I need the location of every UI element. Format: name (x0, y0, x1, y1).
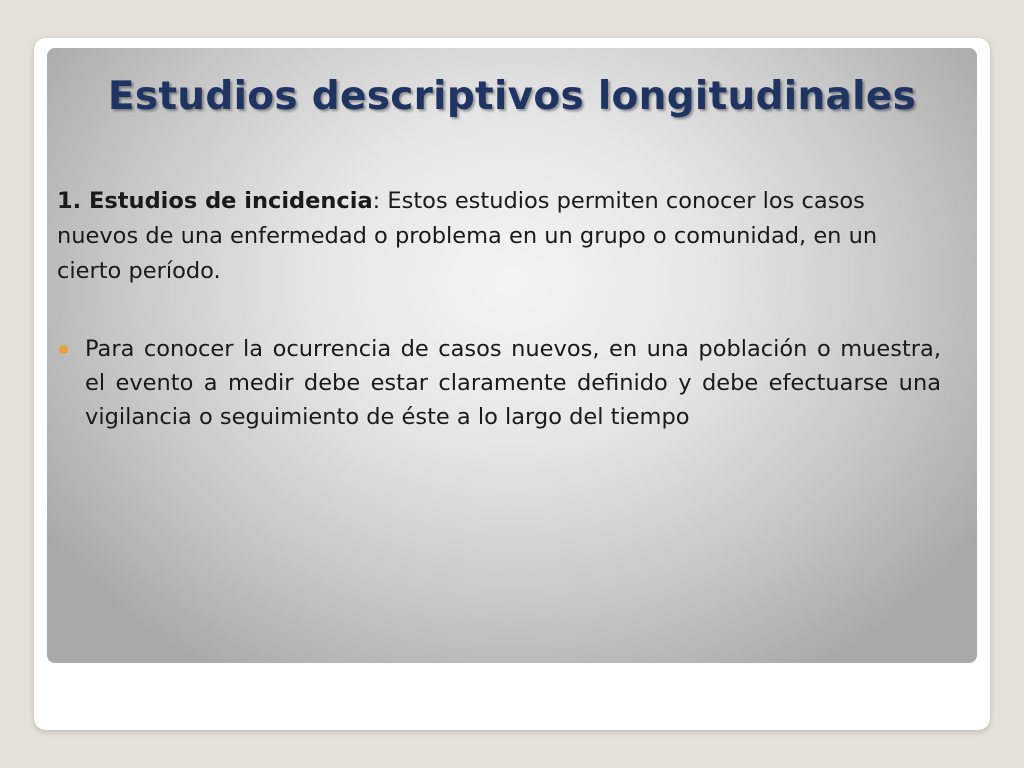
intro-separator: : (372, 188, 381, 214)
intro-paragraph (57, 184, 941, 289)
intro-label: 1. Estudios de incidencia (57, 188, 373, 214)
bullet-item (57, 332, 941, 434)
content-panel (47, 48, 977, 663)
bullet-dot-icon (59, 345, 68, 354)
slide-title: Estudios descriptivos longitudinales (107, 74, 917, 119)
bullet-text: Para conocer la ocurrencia de casos nuevos, en una población o muestra, el evento a medir debe estar claramente definido y debe efectuarse una vigilancia o seguimiento de éste a lo largo del tiempo (85, 336, 941, 430)
slide-frame (34, 38, 990, 730)
intro-text: Estos estudios permiten conocer los casos nuevos de una enfermedad o problema en un grupo o comunidad, en un cierto período. (57, 188, 878, 284)
bullet-list (57, 332, 941, 434)
